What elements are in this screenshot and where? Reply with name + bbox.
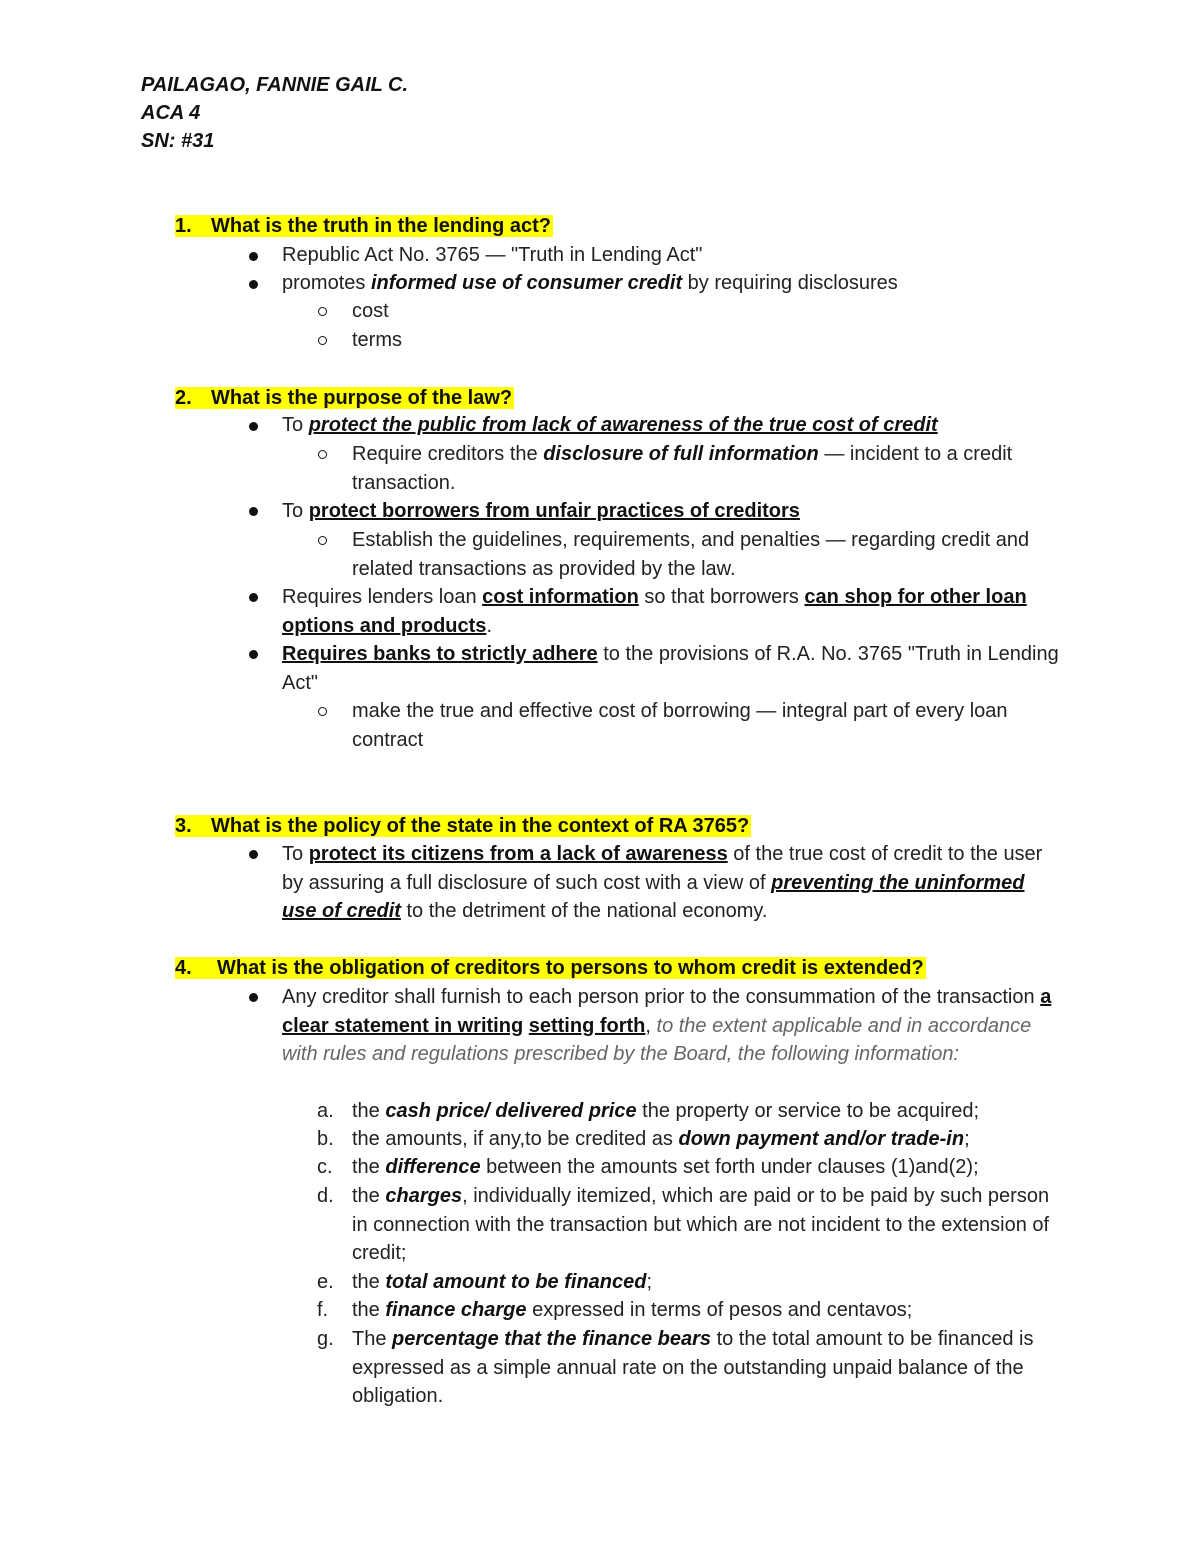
circle-bullet-icon: [318, 307, 327, 316]
bullet-icon: [249, 280, 258, 289]
question-2: [175, 384, 514, 412]
q2-bullet-2: To protect borrowers from unfair practices of creditors: [282, 500, 800, 522]
question-number: 4.: [175, 957, 192, 979]
question-text: What is the purpose of the law?: [211, 387, 513, 409]
bullet-icon: [249, 993, 258, 1002]
section-label: ACA 4: [141, 102, 201, 124]
circle-bullet-icon: [318, 336, 327, 345]
q2-bullet-4: Requires banks to strictly adhere to the provisions of R.A. No. 3765 "Truth in Lending Act": [282, 643, 1059, 694]
q2-sub-2: Establish the guidelines, requirements, and penalties — regarding credit and related transactions as provided by the law.: [352, 529, 1030, 580]
bullet-icon: [249, 850, 258, 859]
q2-bullet-1: To protect the public from lack of awareness of the true cost of credit: [282, 414, 938, 436]
student-number: SN: #31: [141, 130, 215, 152]
item-letter: e.: [317, 1271, 334, 1293]
question-3: [175, 812, 751, 840]
bullet-icon: [249, 507, 258, 516]
question-4: [175, 954, 926, 982]
question-text: What is the truth in the lending act?: [211, 215, 551, 237]
q4-item-f: the finance charge expressed in terms of pesos and centavos;: [352, 1299, 913, 1321]
q4-item-a: the cash price/ delivered price the property or service to be acquired;: [352, 1100, 980, 1122]
item-letter: d.: [317, 1185, 334, 1207]
q2-sub-1: Require creditors the disclosure of full information — incident to a credit transaction.: [352, 443, 1013, 494]
question-1: [175, 212, 553, 240]
bullet-icon: [249, 650, 258, 659]
item-letter: g.: [317, 1328, 334, 1350]
q4-item-b: the amounts, if any,to be credited as down payment and/or trade-in;: [352, 1128, 970, 1150]
item-letter: f.: [317, 1299, 329, 1321]
circle-bullet-icon: [318, 536, 327, 545]
q4-bullet-1: Any creditor shall furnish to each person prior to the consummation of the transaction a clear statement in writing setting forth, to the extent applicable and in accordance with rules and regulations prescribed by the Board, the following information:: [282, 986, 1052, 1065]
q2-bullet-3: Requires lenders loan cost information so that borrowers can shop for other loan options and products.: [282, 586, 1027, 637]
question-number: 1.: [175, 215, 192, 237]
circle-bullet-icon: [318, 450, 327, 459]
q1-bullet-1: Republic Act No. 3765 — "Truth in Lending Act": [282, 244, 703, 266]
item-letter: c.: [317, 1156, 333, 1178]
question-number: 2.: [175, 387, 192, 409]
q1-sub-1: cost: [352, 300, 389, 322]
question-text: What is the policy of the state in the context of RA 3765?: [211, 815, 750, 837]
q4-item-c: the difference between the amounts set forth under clauses (1)and(2);: [352, 1156, 979, 1178]
bullet-icon: [249, 422, 258, 431]
bullet-icon: [249, 252, 258, 261]
item-letter: b.: [317, 1128, 334, 1150]
q3-bullet-1: To protect its citizens from a lack of awareness of the true cost of credit to the user by assuring a full disclosure of such cost with a view of preventing the uninformed use of credit to the detriment of the national economy.: [282, 843, 1043, 922]
q1-bullet-2: promotes informed use of consumer credit by requiring disclosures: [282, 272, 898, 294]
q4-item-g: The percentage that the finance bears to the total amount to be financed is expressed as a simple annual rate on the outstanding unpaid balance of the obligation.: [352, 1328, 1034, 1407]
item-letter: a.: [317, 1100, 334, 1122]
question-number: 3.: [175, 815, 192, 837]
q4-item-d: the charges, individually itemized, which are paid or to be paid by such person in connection with the transaction but which are not incident to the extension of credit;: [352, 1185, 1050, 1264]
q4-item-e: the total amount to be financed;: [352, 1271, 653, 1293]
student-name: PAILAGAO, FANNIE GAIL C.: [141, 74, 409, 96]
q1-sub-2: terms: [352, 329, 402, 351]
question-text: What is the obligation of creditors to persons to whom credit is extended?: [217, 957, 924, 979]
circle-bullet-icon: [318, 707, 327, 716]
bullet-icon: [249, 593, 258, 602]
q2-sub-3: make the true and effective cost of borrowing — integral part of every loan contract: [352, 700, 1008, 751]
